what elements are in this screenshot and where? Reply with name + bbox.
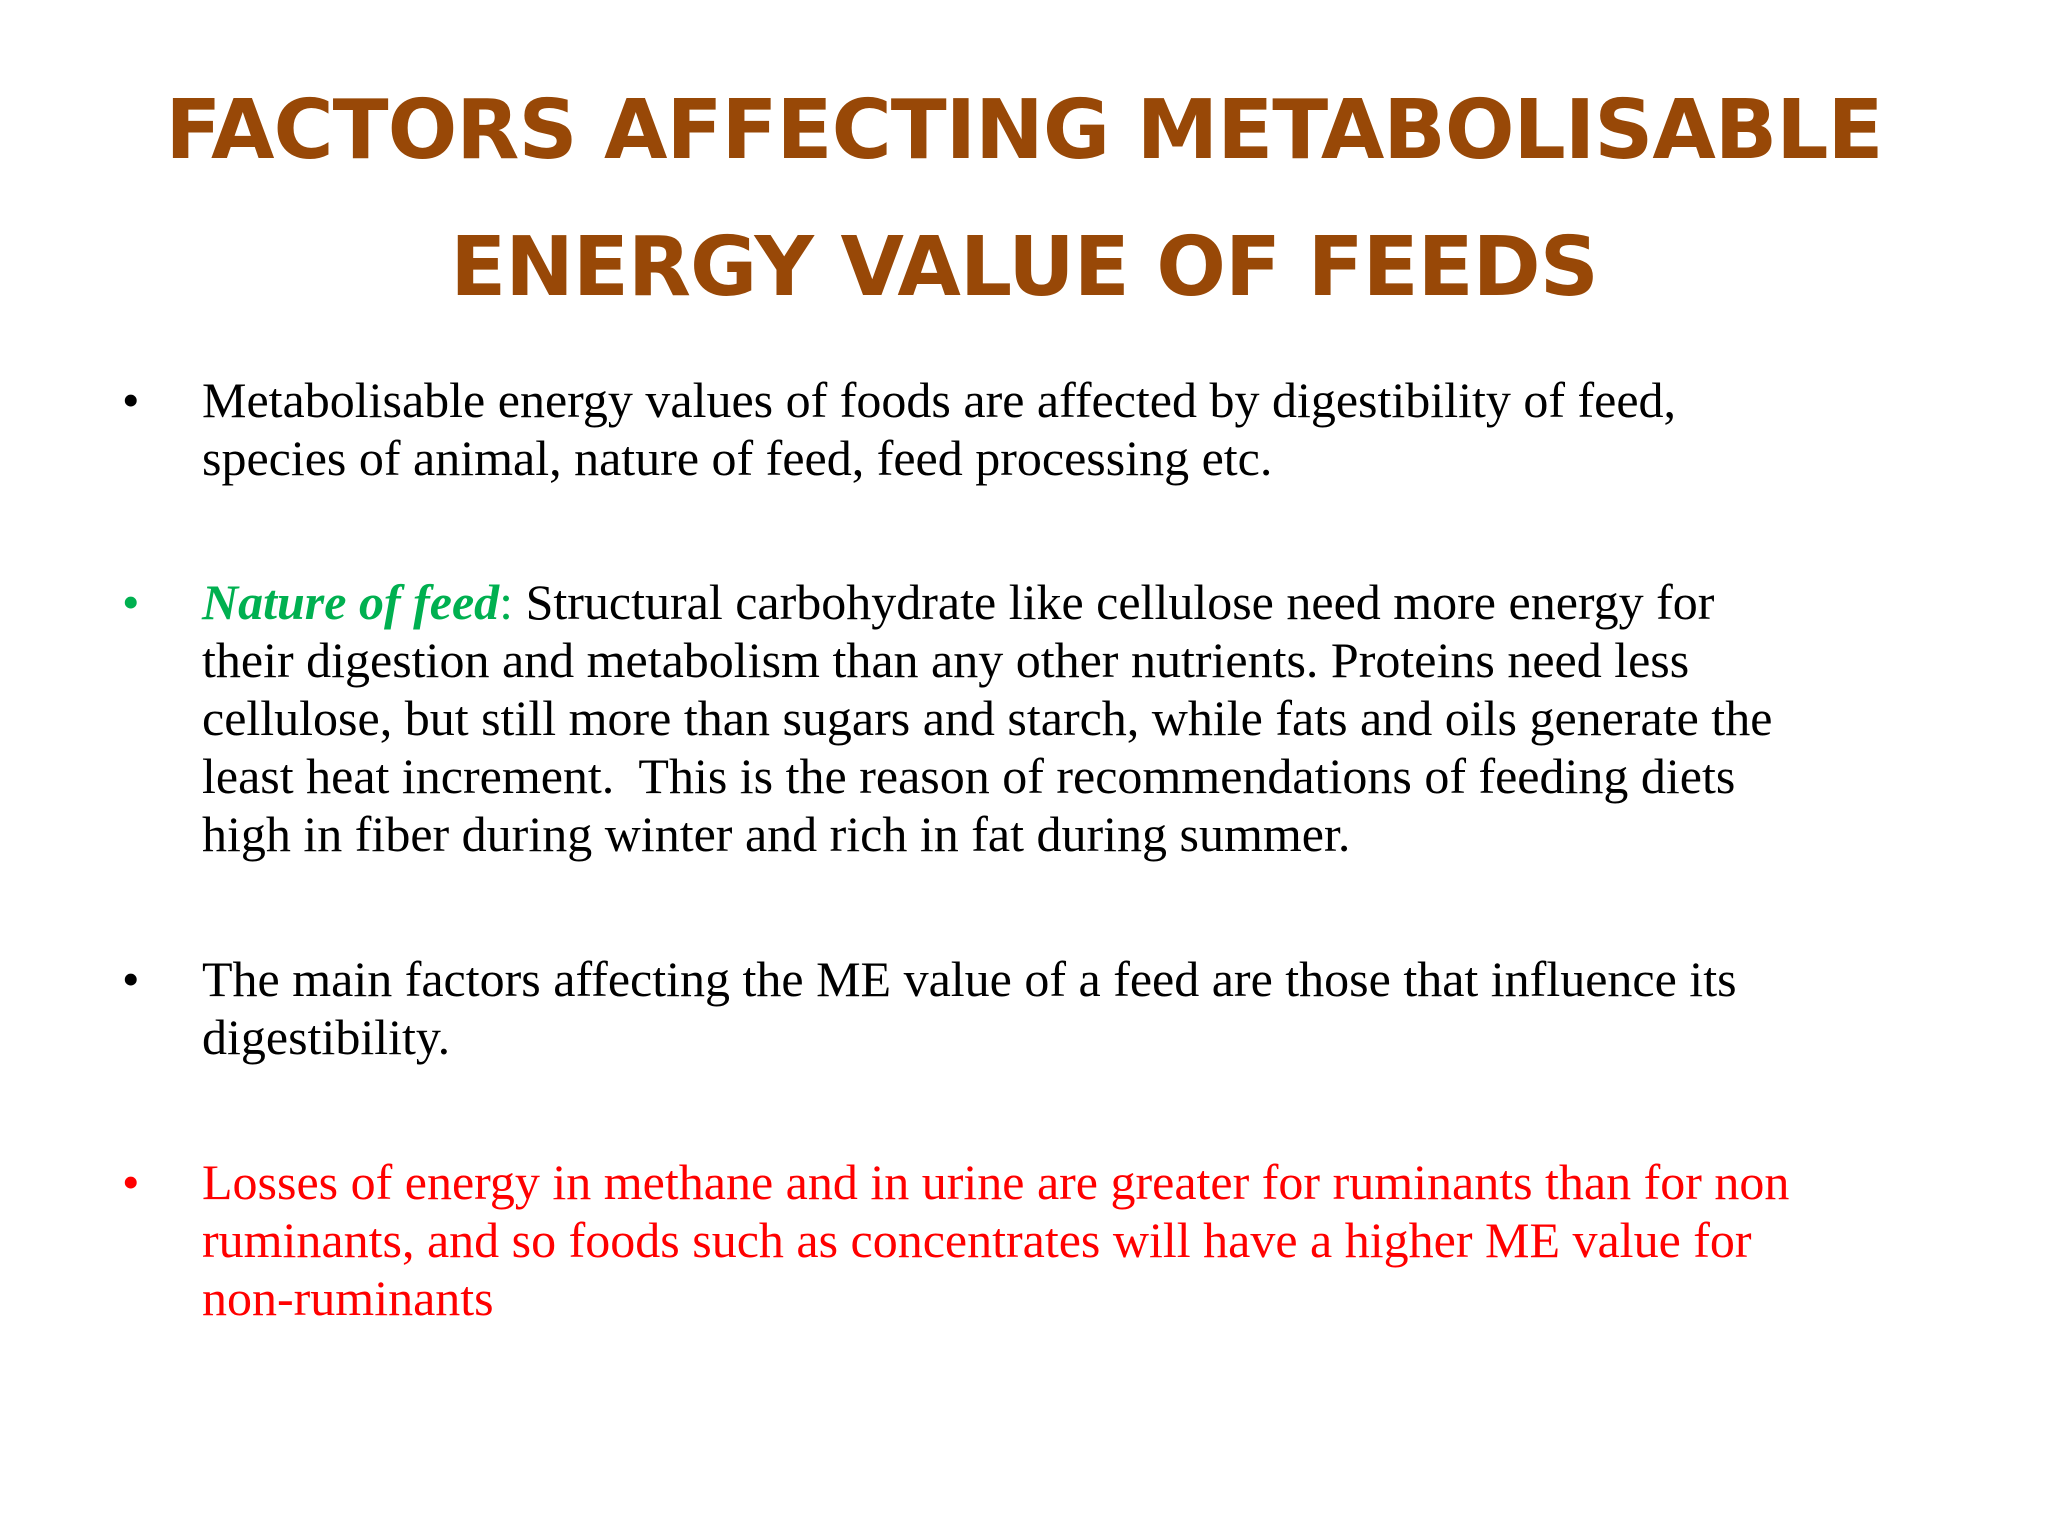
bullet-text [202,573,1922,863]
bullet-marker: • [122,1154,140,1210]
bullet-line: least heat increment. This is the reason of recommendations of feeding diets [202,748,1736,804]
bullet-line: The main factors affecting the ME value of a feed are those that influence its [202,951,1737,1007]
bullet-lead-separator: : [499,574,526,630]
bullet-line [202,573,1922,631]
bullet-line: Metabolisable energy values of foods are affected by digestibility of feed, [202,372,1677,428]
bullet-line: species of animal, nature of feed, feed processing etc. [202,430,1273,486]
bullet-marker: • [122,951,140,1007]
bullet-marker: • [122,574,140,630]
bullet-text [202,950,1922,1066]
title-line-2: ENERGY VALUE OF FEEDS [450,220,1598,315]
bullet-text [202,371,1922,487]
bullet-text [202,1153,1922,1327]
title-line-1: FACTORS AFFECTING METABOLISABLE [165,83,1883,178]
bullet-line-rest: Structural carbohydrate like cellulose need more energy for [525,574,1715,630]
bullet-marker: • [122,372,140,428]
bullet-lead-label: Nature of feed [202,574,500,630]
bullet-line: their digestion and metabolism than any other nutrients. Proteins need less [202,632,1690,688]
bullet-line: cellulose, but still more than sugars and starch, while fats and oils generate the [202,690,1773,746]
bullet-line: high in fiber during winter and rich in fat during summer. [202,806,1351,862]
bullet-line: ruminants, and so foods such as concentrates will have a higher ME value for [202,1212,1752,1268]
bullet-line: digestibility. [202,1009,451,1065]
bullet-line: Losses of energy in methane and in urine are greater for ruminants than for non [202,1154,1790,1210]
bullet-line: non-ruminants [202,1270,494,1326]
